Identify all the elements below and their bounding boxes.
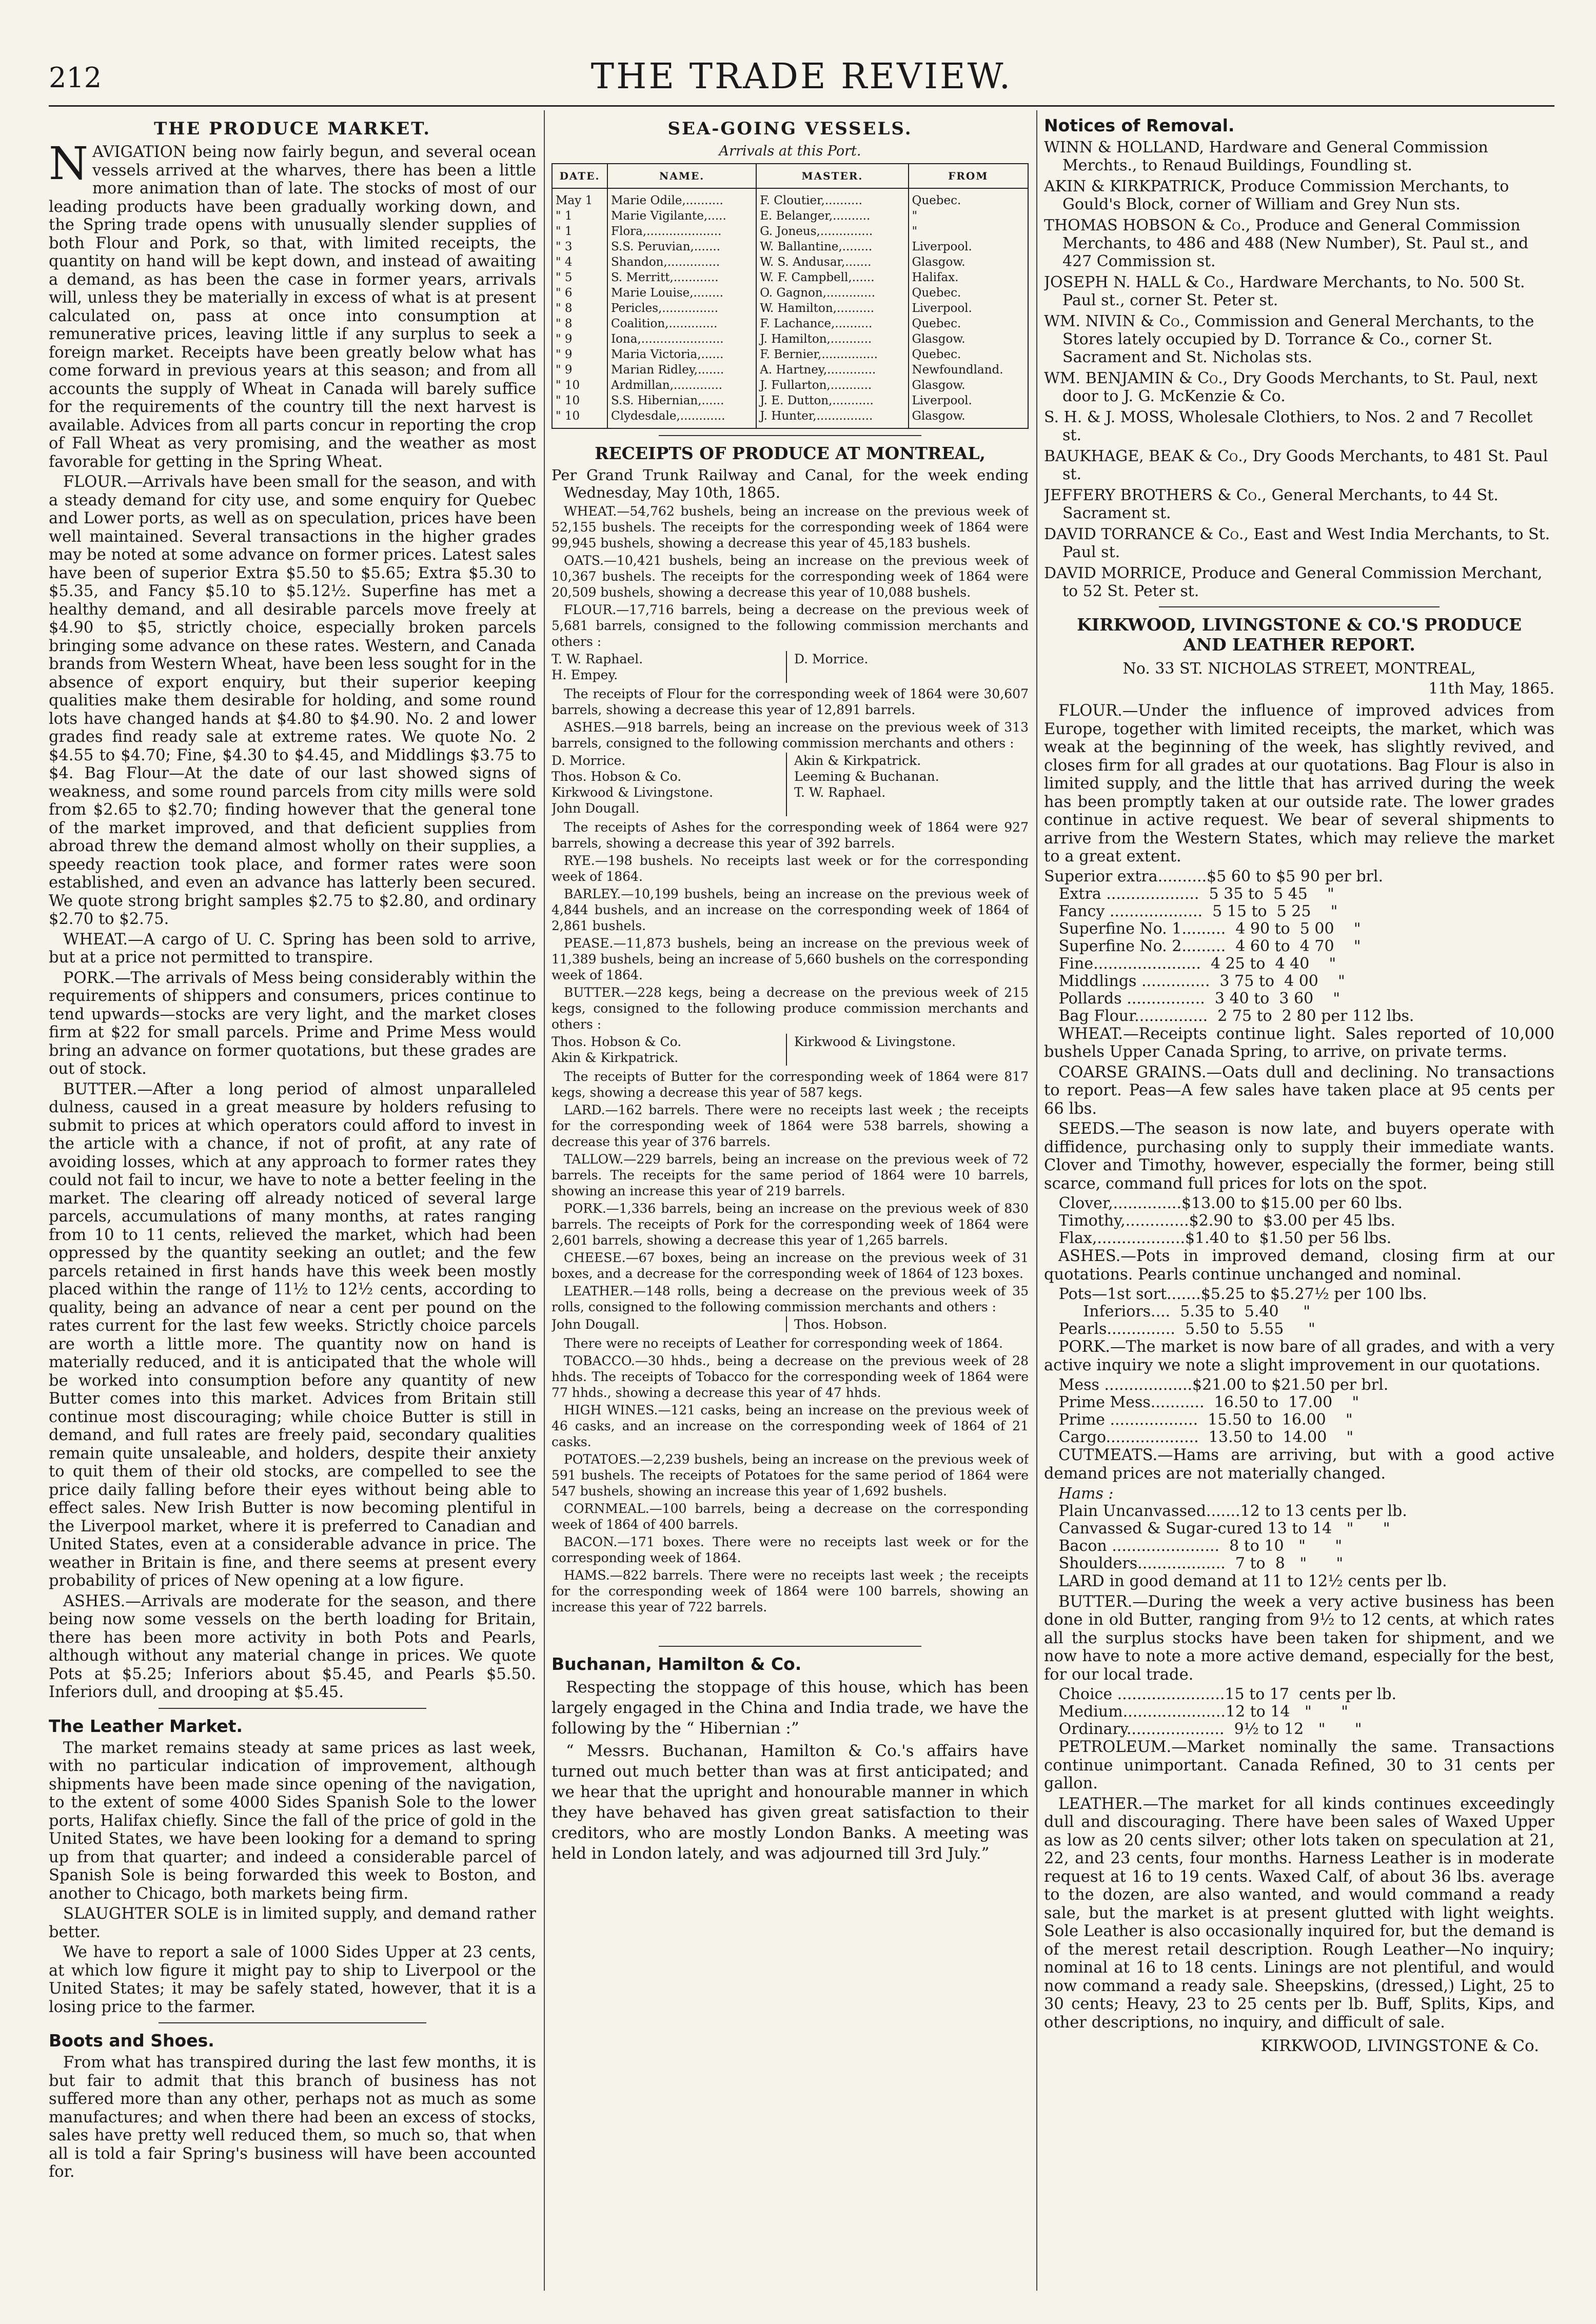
vessel-row bbox=[552, 285, 1028, 301]
buchanan-p1: Respecting the stoppage of this house, which has been largely engaged in the China and India trade, we have the following by the “ Hibernian :” bbox=[551, 1678, 1029, 1738]
vessel-cell: W. S. Andusar,....... bbox=[756, 254, 908, 270]
notice-firm-name: AKIN & KIRKPATRICK, bbox=[1044, 178, 1226, 195]
butter-consignees bbox=[551, 1034, 1029, 1066]
notice-firm-name: BAUKHAGE, BEAK & Co., bbox=[1044, 447, 1248, 465]
kirkwood-cutmeats: CUTMEATS.—Hams are arriving, but with a good active demand prices are not materially changed. bbox=[1044, 1446, 1554, 1483]
notice-text: Dry Goods Merchants, to St. Paul, next door to J. G. McKenzie & Co. bbox=[1062, 369, 1538, 405]
kirkwood-wheat: WHEAT.—Receipts continue light. Sales reported of 10,000 bushels Upper Canada Spring, to arrive, on private terms. bbox=[1044, 1025, 1554, 1061]
notice-text: Hardware Merchants, to No. 500 St. Paul st., corner St. Peter st. bbox=[1062, 273, 1525, 309]
kirkwood-flour: FLOUR.—Under the influence of improved advices from Europe, together with limited receipts, the market, which was weak at the beginning of the week, has slightly revived, and closes firm for all grades at our quotations. Bag Flour is also in limited supply, and the little that has arrived during the week has been promptly taken at our outside rate. The lower grades continue in active request. We bear of several shipments to arrive from the Western States, which may relieve the market to a great extent. bbox=[1044, 702, 1554, 865]
vessels-col-header: NAME. bbox=[607, 164, 756, 188]
leather-market-heading: The Leather Market. bbox=[49, 1716, 243, 1736]
buchanan-p2: “ Messrs. Buchanan, Hamilton & Co.'s affairs have turned out much better than was at first anticipated; and we hear that the upright and honourable manner in which they have behaved has given great satisfaction to their creditors, who are mostly London Banks. A meeting was held in London lately, and was adjourned till 3rd July.” bbox=[551, 1742, 1029, 1863]
notice-text: Hardware and General Commission Merchts., to Renaud Buildings, Foundling st. bbox=[1062, 139, 1488, 174]
vessel-cell: Liverpool. bbox=[909, 393, 1028, 408]
notice-firm-name: JEFFERY BROTHERS & Co., bbox=[1044, 486, 1267, 504]
receipt-leather: LEATHER.—148 rolls, being a decrease on the previous week of 35 rolls, consigned to the following commission merchants and others : bbox=[551, 1284, 1029, 1314]
seeds-price-list: Clover,..............$13.00 to $15.00 per 60 lbs. Timothy,.............$2.90 to $3.00 per 45 lbs. Flax,..................$1.40 to $1.50 per 56 lbs. bbox=[1058, 1194, 1403, 1247]
vessel-cell: " bbox=[909, 208, 1028, 224]
receipts-subtitle: Per Grand Trunk Railway and Canal, for the week ending Wednesday, May 10th, 1865. bbox=[551, 466, 1029, 501]
receipt-flour-2: The receipts of Flour for the corresponding week of 1864 were 30,607 barrels, showing a decrease this year of 12,891 barrels. bbox=[551, 686, 1029, 717]
notice-text: Commission and General Merchants, to the Stores lately occupied by D. Torrance & Co., corner St. Sacrament and St. Nicholas sts. bbox=[1062, 312, 1534, 366]
receipt-potatoes: POTATOES.—2,239 bushels, being an increase on the previous week of 591 bushels. The receipts of Potatoes for the same period of 1864 were 547 bushels, showing an increase this year of 1,692 bushels. bbox=[551, 1452, 1029, 1499]
vessel-row bbox=[552, 316, 1028, 331]
receipt-flour: FLOUR.—17,716 barrels, being a decrease on the previous week of 5,681 barrels, consigned to the following commission merchants and others : bbox=[551, 602, 1029, 649]
receipt-tobacco: TOBACCO.—30 hhds., being a decrease on the previous week of 28 hhds. The receipts of Tobacco for the corresponding week of 1864 were 77 hhds., showing a decrease this year of 47 hhds. bbox=[551, 1353, 1029, 1400]
ashes-price-list: Pots—1st sort.......$5.25 to $5.27½ per 100 lbs. Inferiors.... 5.35 to 5.40 " Pearls.............. 5.50 to 5.55 " bbox=[1058, 1285, 1427, 1338]
kirkwood-coarse-grains: COARSE GRAINS.—Oats dull and declining. No transactions to report. Peas—A few sales have taken place at 95 cents per 66 lbs. bbox=[1044, 1063, 1554, 1118]
vessel-row bbox=[552, 393, 1028, 408]
produce-flour: FLOUR.—Arrivals have been small for the season, and with a steady demand for city use, and some enquiry for Quebec and Lower ports, as well as on speculation, prices have been well maintained. Several transactions in the higher grades may be noted at some advance on former prices. Latest sales have been of superior Extra $5.50 to $5.65; Extra $5.30 to $5.35, and Fancy $5.10 to $5.12½. Superfine has met a healthy demand, and all desirable parcels move freely at $4.90 to $5, strictly choice, especially broken parcels bringing some advance on these rates. Western, and Canada brands from Western Wheat, have been less sought for in the absence of export enquiry, but their superior keeping qualities make them desirable for holding, and some round lots have changed hands at $4.80 to $4.90. No. 2 and lower grades find ready sale at extreme rates. We quote No. 2 $4.55 to $4.70; Fine, $4.30 to $4.45, and Middlings $3.75 to $4. Bag Flour—At the date of our last showed signs of weakness, and some round parcels from city mills were sold from $2.65 to $2.70; finding however that the general tone of the market improved, and that deficient supplies from abroad threw the demand almost wholly on their supplies, a speedy reaction took place, and former rates were soon established, and even an advance has latterly been secured. We quote strong bright samples $2.75 to $2.80, and ordinary $2.70 to $2.75. bbox=[49, 473, 536, 928]
vessel-cell: " 1 bbox=[552, 208, 607, 224]
receipt-rye: RYE.—198 bushels. No receipts last week or for the corresponding week of 1864. bbox=[551, 853, 1029, 884]
produce-pork: PORK.—The arrivals of Mess being considerably within the requirements of shippers and consumers, prices continue to tend upwards—stocks are very light, and the market closes firm at $22 for small parcels. Prime and Prime Mess would bring an advance on former quotations, but these grades are out of stock. bbox=[49, 969, 536, 1078]
removal-notice bbox=[1044, 273, 1554, 309]
vessel-cell: Coalition,............. bbox=[607, 316, 756, 331]
vessel-cell: Marie Louise,........ bbox=[607, 285, 756, 301]
sea-going-vessels-heading: SEA-GOING VESSELS. bbox=[667, 119, 913, 139]
vessel-cell: Maria Victoria,...... bbox=[607, 347, 756, 362]
hams-price-list: Plain Uncanvassed.......12 to 13 cents per lb. Canvassed & Sugar-cured 13 to 14 " " Bacon ...................... 8 to 10 " " Shoulders.................. 7 to 8 " " bbox=[1058, 1502, 1407, 1572]
kirkwood-pork: PORK.—The market is now bare of all grades, and with a very active inquiry we note a slight improvement in our quotations. bbox=[1044, 1338, 1554, 1374]
receipt-ashes: ASHES.—918 barrels, being an increase on the previous week of 313 barrels, consigned to the following commission merchants and others : bbox=[551, 720, 1029, 751]
removal-notice bbox=[1044, 486, 1554, 522]
notices-heading: Notices of Removal. bbox=[1044, 115, 1235, 135]
hams-label: Hams : bbox=[1058, 1485, 1114, 1503]
notice-text: Wholesale Clothiers, to Nos. 2 and 7 Recollet st. bbox=[1062, 408, 1533, 444]
vessel-cell: " 5 bbox=[552, 270, 607, 285]
vessel-cell: W. F. Campbell,...... bbox=[756, 270, 908, 285]
vessel-cell: Glasgow. bbox=[909, 254, 1028, 270]
vessel-cell: " 3 bbox=[552, 239, 607, 254]
header-rule bbox=[49, 105, 1554, 107]
vessel-cell: Newfoundland. bbox=[909, 362, 1028, 378]
vessels-col-header: DATE. bbox=[552, 164, 607, 188]
vessels-subtitle: Arrivals at this Port. bbox=[719, 143, 861, 159]
leather-consignees bbox=[551, 1316, 1029, 1332]
vessel-cell: Pericles,............... bbox=[607, 301, 756, 316]
butter-consignees-right: Kirkwood & Livingstone. bbox=[786, 1034, 1029, 1066]
vessel-cell: " 10 bbox=[552, 393, 607, 408]
receipt-bacon: BACON.—171 boxes. There were no receipts last week or for the corresponding week of 1864. bbox=[551, 1534, 1029, 1565]
notice-text: General Merchants, to 44 St. Sacrament st. bbox=[1062, 486, 1499, 522]
vessel-cell: " 10 bbox=[552, 378, 607, 393]
vessel-cell: Glasgow. bbox=[909, 408, 1028, 428]
vessel-cell: E. Belanger,.......... bbox=[756, 208, 908, 224]
removal-notice bbox=[1044, 525, 1554, 561]
vessel-cell: S.S. Hibernian,...... bbox=[607, 393, 756, 408]
produce-intro-text: AVIGATION being now fairly begun, and several ocean vessels arrived at the wharves, there has been a little more animation than of late. The stocks of most of our leading products have been gradually working down, and the Spring trade opens with unusually slender supplies of both Flour and Pork, so that, with limited receipts, the quantity on hand will be kept down, and instead of awaiting a demand, as has been the case in former years, arrivals will, unless they be materially in excess of what is at present calculated on, pass at once into consumption at remunerative prices, leaving little if any surplus to seek a foreign market. Receipts have been greatly below what has come forward in previous years at this season; and from all accounts the supply of Wheat in Canada will barely suffice for the requirements of the country till the next harvest is available. Advices from all parts concur in reporting the crop of Fall Wheat as very promising, and the weather as most favorable for getting in the Spring Wheat. bbox=[49, 143, 536, 471]
receipt-high-wines: HIGH WINES.—121 casks, being an increase on the previous week of 46 casks, and an increase on the corresponding week of 1864 of 21 casks. bbox=[551, 1403, 1029, 1449]
vessel-cell: Glasgow. bbox=[909, 331, 1028, 347]
running-title: THE TRADE REVIEW. bbox=[590, 56, 1013, 97]
vessel-cell: Marian Ridley,....... bbox=[607, 362, 756, 378]
vessel-cell: Liverpool. bbox=[909, 301, 1028, 316]
receipt-hams: HAMS.—822 barrels. There were no receipts last week ; the receipts for the corresponding week of 1864 were 100 barrels, showing an increase this year of 722 barrels. bbox=[551, 1568, 1029, 1614]
vessel-cell: Flora,.................... bbox=[607, 224, 756, 239]
flour-consignees-right: D. Morrice. bbox=[786, 651, 1029, 683]
vessel-cell: J. Hamilton,........... bbox=[756, 331, 908, 347]
receipt-pork: PORK.—1,336 barrels, being an increase on the previous week of 830 barrels. The receipts of Pork for the corresponding week of 1864 were 2,601 barrels, showing a decrease this year of 1,265 barrels. bbox=[551, 1201, 1029, 1248]
kirkwood-date: 11th May, 1865. bbox=[1428, 680, 1554, 698]
receipt-cheese: CHEESE.—67 boxes, being an increase on the previous week of 31 boxes, and a decrease for the corresponding week of 1864 of 123 boxes. bbox=[551, 1250, 1029, 1281]
kirkwood-leather: LEATHER.—The market for all kinds continues exceedingly dull and discouraging. There have been sales of Waxed Upper as low as 20 cents silver; other lots taken on speculation at 21, 22, and 23 cents, four months. Harness Leather is in moderate request at 16 to 19 cents. Waxed Calf, of about 36 lbs. average to the dozen, are also wanted, and would command a ready sale, but the market is at present glutted with light weights. Sole Leather is also occasionally inquired for, but the demand is of the merest retail description. Rough Leather—No inquiry; nominal at 16 to 18 cents. Linings are not plentiful, and would now command a ready sale. Sheepskins, (dressed,) Light, 25 to 30 cents; Heavy, 23 to 25 cents per lb. Buff, Splits, Kips, and other descriptions, no inquiry, and difficult of sale. bbox=[1044, 1795, 1554, 2032]
notice-firm-name: DAVID TORRANCE & Co., bbox=[1044, 525, 1249, 543]
notice-firm-name: WINN & HOLLAND, bbox=[1044, 139, 1204, 156]
vessel-row bbox=[552, 362, 1028, 378]
vessel-cell: S.S. Peruvian,....... bbox=[607, 239, 756, 254]
notice-firm-name: JOSEPH N. HALL & Co., bbox=[1044, 273, 1235, 291]
vessel-row bbox=[552, 254, 1028, 270]
vessel-cell: O. Gagnon,............. bbox=[756, 285, 908, 301]
kirkwood-seeds: SEEDS.—The season is now late, and buyers operate with diffidence, purchasing only to supply their immediate wants. Clover and Timothy, however, especially the former, being still scarce, command full prices for lots on the spot. bbox=[1044, 1120, 1554, 1193]
receipt-ashes-2: The receipts of Ashes for the corresponding week of 1864 were 927 barrels, showing a decrease this year of 392 barrels. bbox=[551, 820, 1029, 851]
column-divider-1 bbox=[544, 110, 545, 2291]
receipt-pease: PEASE.—11,873 bushels, being an increase on the previous week of 11,389 bushels, being an increase of 5,660 bushels on the corresponding week of 1864. bbox=[551, 936, 1029, 982]
vessel-cell: Marie Odile,.......... bbox=[607, 188, 756, 208]
removal-notice bbox=[1044, 408, 1554, 444]
vessel-cell: W. Hamilton,.......... bbox=[756, 301, 908, 316]
vessel-cell: J. Hunter,............... bbox=[756, 408, 908, 428]
column-middle bbox=[551, 115, 1029, 1866]
notice-text: Dry Goods Merchants, to 481 St. Paul st. bbox=[1062, 447, 1548, 483]
kirkwood-butter: BUTTER.—During the week a very active business has been done in old Butter, ranging from 9½ to 12 cents, at which rates all the surplus stocks have been taken for shipment, and we now have to note a more active demand, especially for the best, for our local trade. bbox=[1044, 1592, 1554, 1684]
vessel-cell: Quebec. bbox=[909, 188, 1028, 208]
vessel-cell: J. E. Dutton,........... bbox=[756, 393, 908, 408]
receipt-oats: OATS.—10,421 bushels, being an increase on the previous week of 10,367 bushels. The receipts for the corresponding week of 1864 were 20,509 bushels, showing a decrease this year of 10,088 bushels. bbox=[551, 553, 1029, 600]
vessel-cell: " 8 bbox=[552, 316, 607, 331]
column-divider-2 bbox=[1036, 110, 1037, 2291]
vessel-cell: " 9 bbox=[552, 347, 607, 362]
kirkwood-report-heading: KIRKWOOD, LIVINGSTONE & CO.'S PRODUCE AND LEATHER REPORT. bbox=[1076, 615, 1522, 655]
butter-price-list: Choice ......................15 to 17 cents per lb. Medium.....................12 to 14 " " Ordinary.................... 9½ to 12 " " bbox=[1058, 1685, 1397, 1738]
vessel-cell: Halifax. bbox=[909, 270, 1028, 285]
vessel-row bbox=[552, 208, 1028, 224]
vessel-cell: " bbox=[909, 224, 1028, 239]
ashes-consignees-right: Akin & Kirkpatrick. Leeming & Buchanan. T. W. Raphael. bbox=[786, 753, 1029, 816]
removal-notice bbox=[1044, 564, 1554, 600]
kirkwood-petroleum: PETROLEUM.—Market nominally the same. Transactions continue unimportant. Canada Refined, 30 to 31 cents per gallon. bbox=[1044, 1738, 1554, 1793]
column-left bbox=[49, 115, 536, 2183]
vessel-row bbox=[552, 331, 1028, 347]
notice-firm-name: WM. BENJAMIN & Co., bbox=[1044, 369, 1228, 387]
removal-notice bbox=[1044, 369, 1554, 405]
section-rule bbox=[659, 435, 921, 436]
produce-market-heading: THE PRODUCE MARKET. bbox=[153, 119, 431, 139]
kirkwood-signature: KIRKWOOD, LIVINGSTONE & Co. bbox=[1260, 2037, 1539, 2055]
removal-notice bbox=[1044, 139, 1554, 174]
flour-consignees-left: T. W. Raphael. H. Empey. bbox=[551, 652, 643, 682]
vessel-cell: G. Joneus,.............. bbox=[756, 224, 908, 239]
vessel-cell: J. Fullarton,........... bbox=[756, 378, 908, 393]
vessel-row bbox=[552, 408, 1028, 428]
kirkwood-lard: LARD in good demand at 11 to 12½ cents per lb. bbox=[1058, 1572, 1447, 1590]
removal-notice bbox=[1044, 216, 1554, 270]
vessel-cell: Iona,...................... bbox=[607, 331, 756, 347]
notice-firm-name: DAVID MORRICE, bbox=[1044, 564, 1187, 582]
vessel-cell: W. Ballantine,........ bbox=[756, 239, 908, 254]
vessel-cell: " 4 bbox=[552, 254, 607, 270]
ashes-consignees bbox=[551, 753, 1029, 816]
receipt-butter-2: The receipts of Butter for the corresponding week of 1864 were 817 kegs, showing a decrease this year of 587 kegs. bbox=[551, 1069, 1029, 1100]
receipt-barley: BARLEY.—10,199 bushels, being an increase on the previous week of 4,844 bushels, and an increase on the corresponding week of 1864 of 2,861 bushels. bbox=[551, 887, 1029, 933]
removal-notice bbox=[1044, 447, 1554, 483]
vessels-table bbox=[551, 163, 1029, 429]
section-rule bbox=[1159, 606, 1440, 607]
boots-shoes-heading: Boots and Shoes. bbox=[49, 2031, 214, 2051]
kirkwood-ashes: ASHES.—Pots in improved demand, closing firm at our quotations. Pearls continue unchanged and nominal. bbox=[1044, 1247, 1554, 1284]
leather-p1: The market remains steady at same prices as last week, with no particular indication of improvement, although shipments have been made since opening of the navigation, to the extent of some 4000 Sides Spanish Sole to the lower ports, Halifax chiefly. Since the fall of the price of gold in the United States, we have been looking for a demand to spring up from that quarter; and indeed a considerable parcel of Spanish Sole is being forwarded this week to Boston, and another to Chicago, both markets being firm. bbox=[49, 1739, 536, 1903]
produce-butter: BUTTER.—After a long period of almost unparalleled dulness, caused in a great measure by holders refusing to submit to prices at which operators could afford to invest in the article with a chance, if not of profit, at any rate of avoiding losses, which at any approach to former rates they could not fail to incur, we have to note a better feeling in the market. The clearing off already noticed of several large parcels, accumulations of many months, at rates ranging from 10 to 11 cents, relieved the market, which had been oppressed by the quantity seeking an outlet; and the few parcels retained in first hands have this week been mostly placed within the range of 11½ to 12½ cents, according to quality, being an advance of near a cent per pound on the rates current for the last few weeks. Strictly choice parcels are worth a little more. The quantity now on hand is materially reduced, and it is anticipated that the whole will be worked into consumption before any quantity of new Butter comes into this market. Advices from Britain still continue most discouraging; while choice Butter is still in demand, and full rates are freely paid, secondary qualities remain quite unsaleable, and holders, despite their anxiety to quit them of their old stocks, are compelled to see the price daily falling before their eyes without being able to effect sales. New Irish Butter is now becoming plentiful in the Liverpool market, where it is preferred to Canadian and United States, even at a considerable advance in price. The weather in Britain is fine, and there seems at present every probability of prices of New opening at a low figure. bbox=[49, 1080, 536, 1590]
removal-notice bbox=[1044, 178, 1554, 213]
buchanan-heading: Buchanan, Hamilton & Co. bbox=[551, 1654, 802, 1674]
vessel-row bbox=[552, 188, 1028, 208]
vessel-cell: Clydesdale,............ bbox=[607, 408, 756, 428]
section-rule bbox=[659, 1646, 921, 1647]
vessel-cell: " 8 bbox=[552, 301, 607, 316]
vessel-cell: Quebec. bbox=[909, 316, 1028, 331]
vessel-cell: Liverpool. bbox=[909, 239, 1028, 254]
vessel-cell: Quebec. bbox=[909, 285, 1028, 301]
leather-consignees-left: John Dougall. bbox=[551, 1317, 640, 1332]
notice-firm-name: WM. NIVIN & Co., bbox=[1044, 312, 1190, 330]
vessel-cell: " 1 bbox=[552, 224, 607, 239]
notice-text: Produce and General Commission Merchants, to 486 and 488 (New Number), St. Paul st., and 427 Commission st. bbox=[1062, 216, 1529, 270]
vessel-row bbox=[552, 224, 1028, 239]
notice-text: Produce and General Commission Merchant, to 52 St. Peter st. bbox=[1062, 564, 1543, 600]
butter-consignees-left: Thos. Hobson & Co. Akin & Kirkpatrick. bbox=[551, 1034, 682, 1065]
vessel-row bbox=[552, 239, 1028, 254]
vessels-col-header: MASTER. bbox=[756, 164, 908, 188]
notice-text: East and West India Merchants, to St. Paul st. bbox=[1062, 525, 1550, 561]
vessel-cell: F. Lachance,.......... bbox=[756, 316, 908, 331]
vessel-cell: F. Bernier,............... bbox=[756, 347, 908, 362]
pork-price-list: Mess ..................$21.00 to $21.50 per brl. Prime Mess........... 16.50 to 17.00 " Prime .................. 15.50 to 16.00 " Cargo................... 13.50 to 14.00 " bbox=[1058, 1376, 1389, 1446]
vessel-cell: " 9 bbox=[552, 362, 607, 378]
produce-ashes: ASHES.—Arrivals are moderate for the season, and there being now some vessels on the berth loading for Britain, there has been more activity in both Pots and Pearls, although without any material change in prices. We quote Pots at $5.25; Inferiors about $5.45, and Pearls $5.50. Inferiors dull, and drooping at $5.45. bbox=[49, 1592, 536, 1701]
receipt-leather-2: There were no receipts of Leather for corresponding week of 1864. bbox=[564, 1336, 1003, 1351]
vessel-row bbox=[552, 347, 1028, 362]
leather-p2: SLAUGHTER SOLE is in limited supply, and demand rather better. bbox=[49, 1905, 536, 1941]
receipt-cornmeal: CORNMEAL.—100 barrels, being a decrease on the corresponding week of 1864 of 400 barrels. bbox=[551, 1501, 1029, 1532]
vessel-cell: " 6 bbox=[552, 285, 607, 301]
notice-text: Produce Commission Merchants, to Gould's Block, corner of William and Grey Nun sts. bbox=[1062, 178, 1509, 213]
vessel-cell: Glasgow. bbox=[909, 378, 1028, 393]
receipt-lard: LARD.—162 barrels. There were no receipts last week ; the receipts for the corresponding week of 1864 were 538 barrels, showing a decrease this year of 376 barrels. bbox=[551, 1102, 1029, 1149]
page-number: 212 bbox=[49, 62, 102, 94]
receipt-butter: BUTTER.—228 kegs, being a decrease on the previous week of 215 kegs, consigned to the following produce commission merchants and others : bbox=[551, 985, 1029, 1032]
vessel-cell: F. Cloutier,.......... bbox=[756, 188, 908, 208]
vessel-cell: Ardmillan,............. bbox=[607, 378, 756, 393]
notices-list bbox=[1044, 139, 1554, 600]
page-header bbox=[49, 56, 1554, 103]
vessel-row bbox=[552, 378, 1028, 393]
section-rule bbox=[159, 1708, 427, 1709]
drop-cap: N bbox=[49, 137, 88, 190]
notice-firm-name: THOMAS HOBSON & Co., bbox=[1044, 216, 1251, 234]
leather-consignees-right: Thos. Hobson. bbox=[786, 1316, 1029, 1332]
vessel-cell: Marie Vigilante,..... bbox=[607, 208, 756, 224]
vessel-cell: S. Merritt,............ bbox=[607, 270, 756, 285]
vessels-col-header: FROM bbox=[909, 164, 1028, 188]
notice-firm-name: S. H. & J. MOSS, bbox=[1044, 408, 1174, 426]
leather-p3: We have to report a sale of 1000 Sides Upper at 23 cents, at which low figure it might pay to ship to Liverpool or the United States; it may be safely stated, however, that it is a losing price to the farmer. bbox=[49, 1943, 536, 2016]
vessel-cell: Shandon,.............. bbox=[607, 254, 756, 270]
vessel-cell: " 9 bbox=[552, 331, 607, 347]
boots-p1: From what has transpired during the last few months, it is but fair to admit that this branch of business has not suffered more than any other, perhaps not as much as some manufactures; and when there had been an excess of stocks, sales have pretty well reduced them, so much so, that when all is told a fair Spring's business will have been accounted for. bbox=[49, 2054, 536, 2181]
produce-wheat: WHEAT.—A cargo of U. C. Spring has been sold to arrive, but at a price not permitted to transpire. bbox=[49, 930, 536, 967]
flour-consignees bbox=[551, 651, 1029, 683]
receipt-tallow: TALLOW.—229 barrels, being an increase on the previous week of 72 barrels. The receipts for the same period of 1864 were 10 barrels, showing an increase this year of 219 barrels. bbox=[551, 1152, 1029, 1198]
vessel-row bbox=[552, 301, 1028, 316]
flour-price-list: Superior extra..........$5 60 to $5 90 per brl. Extra ................... 5 35 to 5 45 " Fancy ................... 5 15 to 5 25 " Superfine No. 1......... 4 90 to 5 00 " Superfine No. 2......... 4 60 to 4 70 " Fine...................... 4 25 to 4 40 " Middlings .............. 3 75 to 4 00 " Pollards ................ 3 40 to 3 60 " Bag Flour............... 2 75 to 2 80 per 112 lbs. bbox=[1044, 867, 1414, 1025]
produce-intro bbox=[49, 137, 536, 471]
receipts-heading: RECEIPTS OF PRODUCE AT MONTREAL, bbox=[595, 443, 986, 463]
kirkwood-address: No. 33 ST. NICHOLAS STREET, MONTREAL, bbox=[1122, 660, 1476, 678]
vessel-cell: May 1 bbox=[552, 188, 607, 208]
vessel-cell: Quebec. bbox=[909, 347, 1028, 362]
vessel-cell: " 10 bbox=[552, 408, 607, 428]
vessel-cell: A. Hartney,............. bbox=[756, 362, 908, 378]
removal-notice bbox=[1044, 312, 1554, 366]
column-right bbox=[1044, 115, 1554, 2055]
ashes-consignees-left: D. Morrice. Thos. Hobson & Co. Kirkwood & Livingstone. John Dougall. bbox=[551, 753, 714, 816]
section-rule bbox=[159, 2022, 427, 2023]
vessel-row bbox=[552, 270, 1028, 285]
receipt-wheat: WHEAT.—54,762 bushels, being an increase on the previous week of 52,155 bushels. The receipts for the corresponding week of 1864 were 99,945 bushels, showing a decrease this year of 45,183 bushels. bbox=[551, 504, 1029, 550]
